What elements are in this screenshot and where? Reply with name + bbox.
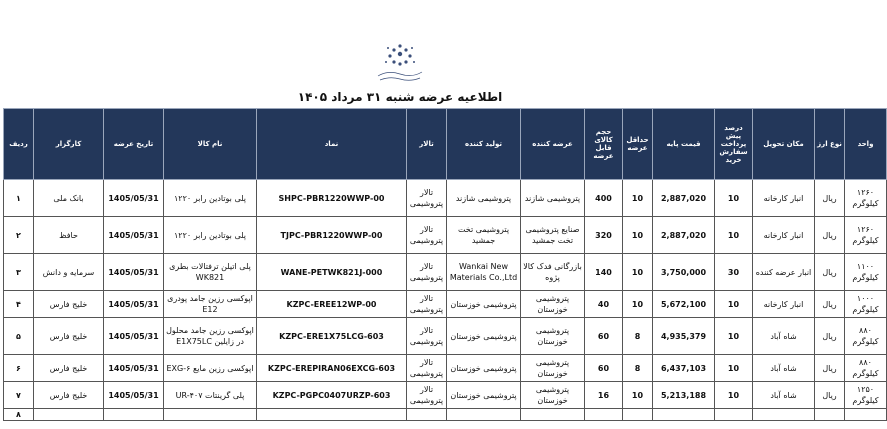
cell-volume: 60: [585, 355, 623, 382]
cell-row-no: ۱: [4, 180, 34, 217]
offer-table: [3, 108, 887, 421]
cell-hall: تالار پتروشیمی: [407, 217, 447, 254]
col-product: نام کالا: [164, 109, 257, 180]
cell-base-price: 2,887,020: [653, 180, 715, 217]
col-date: تاریخ عرضه: [104, 109, 164, 180]
cell-symbol: KZPC-EREPIRAN06EXCG-603: [257, 355, 407, 382]
cell-supplier: صنایع پتروشیمی تخت جمشید: [521, 217, 585, 254]
col-min-offer: حداقل عرضه: [623, 109, 653, 180]
cell-row-no: ۸: [4, 409, 34, 421]
col-producer: تولید کننده: [447, 109, 521, 180]
cell-symbol: SHPC-PBR1220WWP-00: [257, 180, 407, 217]
cell-supplier: پتروشیمی خوزستان: [521, 318, 585, 355]
cell-base-price: [653, 409, 715, 421]
cell-prepay: 30: [715, 254, 753, 291]
cell-supplier: [521, 409, 585, 421]
cell-product: پلی بوتادین رابر ۱۲۲۰: [164, 217, 257, 254]
col-symbol: نماد: [257, 109, 407, 180]
cell-producer: پتروشیمی خوزستان: [447, 355, 521, 382]
page-title: اطلاعیه عرضه شنبه ۳۱ مرداد ۱۴۰۵: [297, 90, 503, 104]
cell-symbol: [257, 409, 407, 421]
cell-symbol: KZPC-ERE1X75LCG-603: [257, 318, 407, 355]
cell-row-no: ۲: [4, 217, 34, 254]
cell-date: 1405/05/31: [104, 180, 164, 217]
cell-supplier: پتروشیمی خوزستان: [521, 355, 585, 382]
cell-hall: تالار پتروشیمی: [407, 355, 447, 382]
cell-producer: Wankai New Materials Co.,Ltd: [447, 254, 521, 291]
cell-volume: 320: [585, 217, 623, 254]
cell-supplier: پتروشیمی شازند: [521, 180, 585, 217]
cell-product: اپوکسی رزین جامد پودری E12: [164, 291, 257, 318]
col-hall: تالار: [407, 109, 447, 180]
cell-min-offer: 8: [623, 355, 653, 382]
cell-product: پلی بوتادین رابر ۱۲۲۰: [164, 180, 257, 217]
cell-hall: تالار پتروشیمی: [407, 382, 447, 409]
table-row: [4, 355, 887, 382]
cell-delivery: انبار عرضه کننده: [753, 254, 815, 291]
cell-prepay: [715, 409, 753, 421]
cell-date: 1405/05/31: [104, 382, 164, 409]
cell-producer: پتروشیمی خوزستان: [447, 382, 521, 409]
cell-row-no: ۵: [4, 318, 34, 355]
cell-producer: پتروشیمی خوزستان: [447, 318, 521, 355]
cell-min-offer: 10: [623, 291, 653, 318]
cell-date: 1405/05/31: [104, 254, 164, 291]
cell-date: [104, 409, 164, 421]
cell-unit: ۱۰۰۰ کیلوگرم: [845, 291, 887, 318]
col-unit: واحد: [845, 109, 887, 180]
cell-volume: 140: [585, 254, 623, 291]
cell-unit: ۱۲۵۰ کیلوگرم: [845, 382, 887, 409]
cell-prepay: 10: [715, 291, 753, 318]
cell-min-offer: 10: [623, 382, 653, 409]
table-row: [4, 180, 887, 217]
cell-supplier: پتروشیمی خوزستان: [521, 291, 585, 318]
cell-unit: ۱۱۰۰ کیلوگرم: [845, 254, 887, 291]
commodity-exchange-logo: [360, 42, 440, 86]
cell-unit: [845, 409, 887, 421]
cell-delivery: شاه آباد: [753, 318, 815, 355]
cell-delivery: شاه آباد: [753, 355, 815, 382]
cell-broker: [34, 409, 104, 421]
col-delivery: مکان تحویل: [753, 109, 815, 180]
col-base-price: قیمت پایه: [653, 109, 715, 180]
cell-symbol: WANE-PETWK821J-000: [257, 254, 407, 291]
table-header-row: [4, 109, 887, 180]
col-prepay: درصد پیش پرداخت سفارش خرید: [715, 109, 753, 180]
cell-base-price: 2,887,020: [653, 217, 715, 254]
cell-producer: [447, 409, 521, 421]
cell-unit: ۱۲۶۰ کیلوگرم: [845, 217, 887, 254]
cell-delivery: شاه آباد: [753, 382, 815, 409]
cell-producer: پتروشیمی خوزستان: [447, 291, 521, 318]
cell-hall: تالار پتروشیمی: [407, 318, 447, 355]
cell-supplier: پتروشیمی خوزستان: [521, 382, 585, 409]
cell-unit: ۸۸۰ کیلوگرم: [845, 318, 887, 355]
cell-prepay: 10: [715, 318, 753, 355]
cell-broker: خلیج فارس: [34, 291, 104, 318]
cell-broker: خلیج فارس: [34, 318, 104, 355]
cell-broker: حافظ: [34, 217, 104, 254]
cell-prepay: 10: [715, 180, 753, 217]
cell-min-offer: 8: [623, 318, 653, 355]
cell-base-price: 4,935,379: [653, 318, 715, 355]
table-row: [4, 318, 887, 355]
cell-date: 1405/05/31: [104, 318, 164, 355]
cell-symbol: KZPC-EREE12WP-00: [257, 291, 407, 318]
cell-date: 1405/05/31: [104, 355, 164, 382]
cell-prepay: 10: [715, 217, 753, 254]
cell-unit: ۱۲۶۰ کیلوگرم: [845, 180, 887, 217]
cell-unit: ۸۸۰ کیلوگرم: [845, 355, 887, 382]
cell-broker: خلیج فارس: [34, 355, 104, 382]
cell-currency: ریال: [815, 355, 845, 382]
cell-broker: سرمایه و دانش: [34, 254, 104, 291]
cell-min-offer: 10: [623, 180, 653, 217]
cell-product: پلی گرینتات UR-۴۰۷: [164, 382, 257, 409]
col-supplier: عرضه کننده: [521, 109, 585, 180]
cell-product: اپوکسی رزین جامد محلول در زایلین E1X75LC: [164, 318, 257, 355]
col-broker: کارگزار: [34, 109, 104, 180]
cell-producer: پتروشیمی تخت جمشید: [447, 217, 521, 254]
cell-currency: ریال: [815, 291, 845, 318]
cell-delivery: انبار کارخانه: [753, 217, 815, 254]
table-row: [4, 254, 887, 291]
cell-hall: [407, 409, 447, 421]
table-row: [4, 291, 887, 318]
cell-row-no: ۳: [4, 254, 34, 291]
table-row: [4, 409, 887, 421]
cell-volume: 60: [585, 318, 623, 355]
cell-volume: 40: [585, 291, 623, 318]
cell-volume: 400: [585, 180, 623, 217]
cell-broker: بانک ملی: [34, 180, 104, 217]
cell-date: 1405/05/31: [104, 217, 164, 254]
cell-base-price: 5,213,188: [653, 382, 715, 409]
cell-currency: ریال: [815, 180, 845, 217]
cell-delivery: [753, 409, 815, 421]
cell-currency: ریال: [815, 217, 845, 254]
cell-volume: [585, 409, 623, 421]
cell-prepay: 10: [715, 382, 753, 409]
cell-row-no: ۴: [4, 291, 34, 318]
cell-supplier: بازرگانی فدک کالا پژوه: [521, 254, 585, 291]
table-row: [4, 382, 887, 409]
cell-min-offer: 10: [623, 217, 653, 254]
cell-prepay: 10: [715, 355, 753, 382]
cell-currency: [815, 409, 845, 421]
cell-broker: خلیج فارس: [34, 382, 104, 409]
cell-currency: ریال: [815, 318, 845, 355]
cell-hall: تالار پتروشیمی: [407, 254, 447, 291]
cell-row-no: ۶: [4, 355, 34, 382]
cell-min-offer: [623, 409, 653, 421]
cell-currency: ریال: [815, 382, 845, 409]
cell-symbol: KZPC-PGPC0407URZP-603: [257, 382, 407, 409]
cell-base-price: 5,672,100: [653, 291, 715, 318]
cell-row-no: ۷: [4, 382, 34, 409]
cell-product: اپوکسی رزین مایع EXG-۶: [164, 355, 257, 382]
cell-product: [164, 409, 257, 421]
cell-product: پلی اتیلن ترفتالات بطری WK821: [164, 254, 257, 291]
cell-base-price: 6,437,103: [653, 355, 715, 382]
cell-base-price: 3,750,000: [653, 254, 715, 291]
col-volume: حجم کالای قابل عرضه: [585, 109, 623, 180]
cell-delivery: انبار کارخانه: [753, 291, 815, 318]
cell-hall: تالار پتروشیمی: [407, 291, 447, 318]
col-currency: نوع ارز: [815, 109, 845, 180]
cell-min-offer: 10: [623, 254, 653, 291]
cell-date: 1405/05/31: [104, 291, 164, 318]
cell-currency: ریال: [815, 254, 845, 291]
cell-hall: تالار پتروشیمی: [407, 180, 447, 217]
cell-symbol: TJPC-PBR1220WWP-00: [257, 217, 407, 254]
table-row: [4, 217, 887, 254]
cell-delivery: انبار کارخانه: [753, 180, 815, 217]
cell-producer: پتروشیمی شازند: [447, 180, 521, 217]
cell-volume: 16: [585, 382, 623, 409]
col-row-no: ردیف: [4, 109, 34, 180]
